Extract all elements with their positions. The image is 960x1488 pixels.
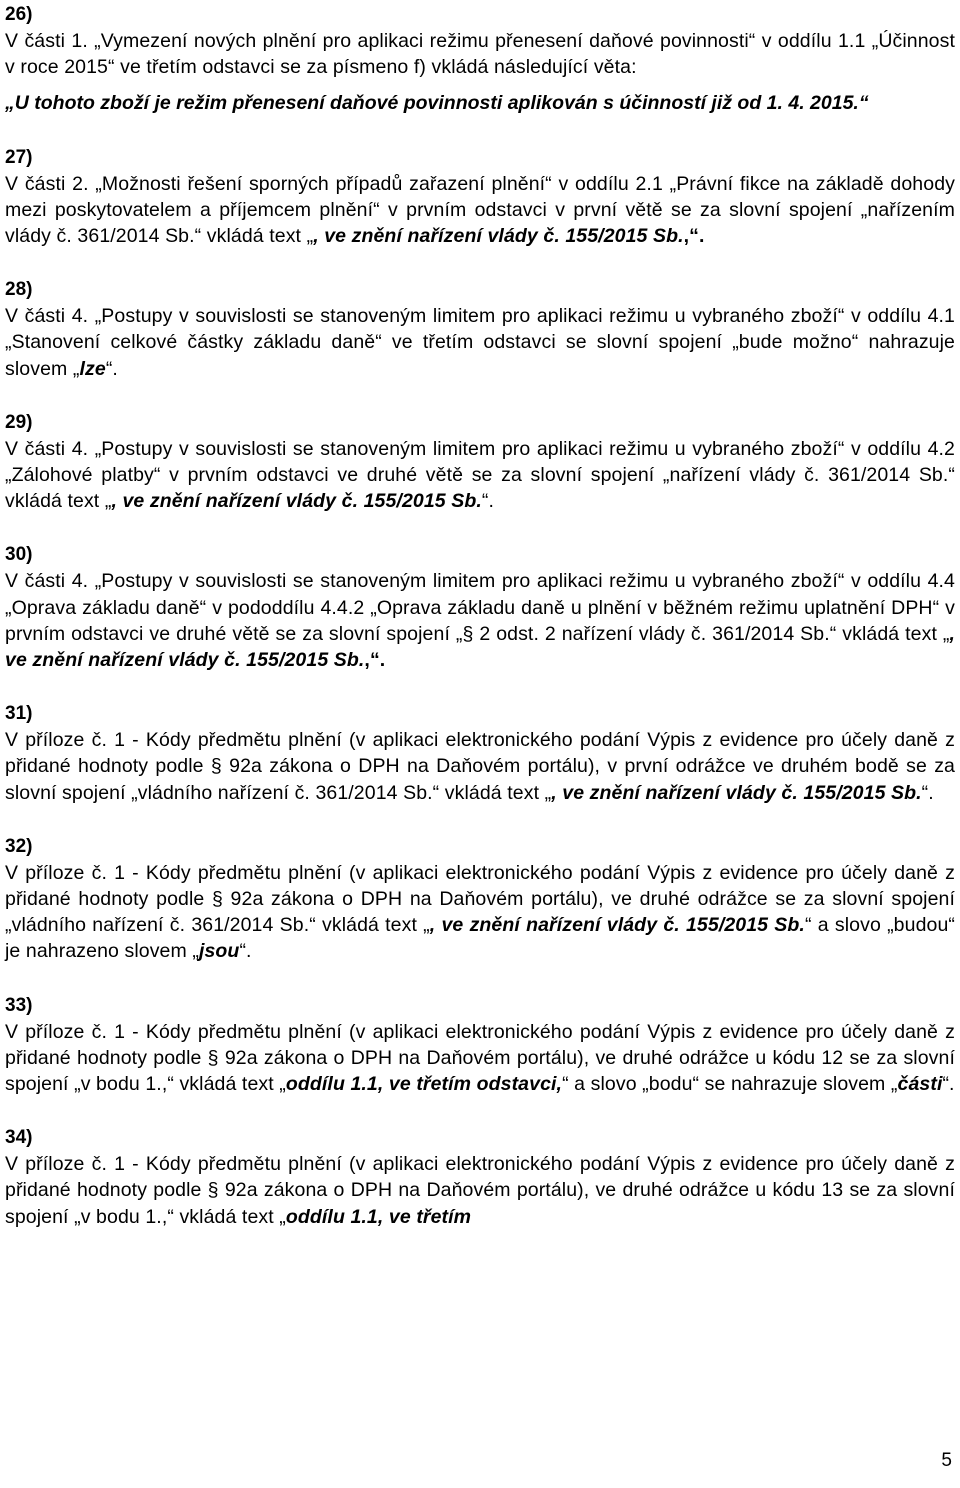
amendment-number: 28) xyxy=(5,279,33,301)
amendment-item xyxy=(5,410,955,515)
emphasized-text-segment: ,“. xyxy=(364,649,386,672)
document-page xyxy=(5,2,955,1258)
amendment-number: 32) xyxy=(5,835,33,857)
amendment-item xyxy=(5,834,955,965)
amendment-item xyxy=(5,542,955,673)
text-segment: V příloze č. 1 - Kódy předmětu plnění (v aplikaci elektronického podání Výpis z evidence pro účely daně z přidané hodnoty podle § 92a zákona o DPH na Daňovém portálu), ve druhé odrážce se za slovní spojení „vládního nařízení č. 361/2014 Sb.“ vkládá text „ xyxy=(5,861,955,937)
amendment-text xyxy=(5,860,955,965)
amendment-number: 27) xyxy=(5,146,33,168)
amendment-text xyxy=(5,171,955,250)
inserted-sentence: „U tohoto zboží je režim přenesení daňové povinnosti aplikován s účinností již od 1. 4. 2015.“ xyxy=(5,92,869,115)
emphasized-text-segment: jsou xyxy=(198,940,240,963)
amendment-item xyxy=(5,2,955,117)
text-segment: V části 4. „Postupy v souvislosti se stanoveným limitem pro aplikaci režimu u vybraného zboží“ v oddílu 4.2 „Zálohové platby“ v prvním odstavci ve druhé větě se za slovní spojení „nařízení vlády č. 361/2014 Sb.“ vkládá text „ xyxy=(5,437,955,513)
amendment-item xyxy=(5,1125,955,1230)
amendment-text xyxy=(5,568,955,673)
amendment-item xyxy=(5,277,955,382)
text-segment: “. xyxy=(942,1073,955,1096)
text-segment: V části 2. „Možnosti řešení sporných případů zařazení plnění“ v oddílu 2.1 „Právní fikce na základě dohody mezi poskytovatelem a příjemcem plnění“ v prvním odstavci v první větě se za slovní spojení „nařízením vlády č. 361/2014 Sb.“ vkládá text „ xyxy=(5,172,955,248)
amendment-text xyxy=(5,727,955,806)
amendment-text xyxy=(5,1019,955,1098)
amendment-number: 26) xyxy=(5,4,33,25)
text-segment: V příloze č. 1 - Kódy předmětu plnění (v aplikaci elektronického podání Výpis z evidence pro účely daně z přidané hodnoty podle § 92a zákona o DPH na Daňovém portálu), v první odrážce ve druhém bodě se za slovní spojení „vládního nařízení č. 361/2014 Sb.“ vkládá text „ xyxy=(5,729,955,804)
emphasized-text-segment: , ve znění nařízení vlády č. 155/2015 Sb. xyxy=(551,781,922,804)
text-segment: “. xyxy=(239,940,252,963)
text-segment: “. xyxy=(105,357,118,380)
amendment-text xyxy=(5,1151,955,1230)
amendment-item xyxy=(5,145,955,250)
amendment-number: 31) xyxy=(5,703,33,725)
amendment-text xyxy=(5,436,955,515)
text-segment: V příloze č. 1 - Kódy předmětu plnění (v aplikaci elektronického podání Výpis z evidence pro účely daně z přidané hodnoty podle § 92a zákona o DPH na Daňovém portálu), ve druhé odrážce u kódu 13 se za slovní spojení „v bodu 1.,“ vkládá text „ xyxy=(5,1153,955,1228)
emphasized-text-segment: oddílu 1.1, ve třetím xyxy=(285,1205,472,1228)
amendment-number: 29) xyxy=(5,411,33,433)
emphasized-text-segment: , ve znění nařízení vlády č. 155/2015 Sb. xyxy=(313,225,684,248)
amendment-item xyxy=(5,993,955,1098)
emphasized-text-segment: lze xyxy=(79,357,106,380)
text-segment: “ a slovo „bodu“ se nahrazuje slovem „ xyxy=(562,1073,898,1096)
text-segment: V příloze č. 1 - Kódy předmětu plnění (v aplikaci elektronického podání Výpis z evidence pro účely daně z přidané hodnoty podle § 92a zákona o DPH na Daňovém portálu), ve druhé odrážce u kódu 12 se za slovní spojení „v bodu 1.,“ vkládá text „ xyxy=(5,1020,955,1096)
text-segment: “. xyxy=(921,781,934,804)
amendment-text xyxy=(5,28,955,80)
emphasized-text-segment: , ve znění nařízení vlády č. 155/2015 Sb. xyxy=(111,490,482,513)
text-segment: “ a slovo „budou“ je nahrazeno slovem „ xyxy=(5,914,956,963)
text-segment: V části 1. „Vymezení nových plnění pro aplikaci režimu přenesení daňové povinnosti“ v oddílu 1.1 „Účinnost v roce 2015“ ve třetím odstavci se za písmeno f) vkládá následující věta: xyxy=(5,30,955,79)
emphasized-text-segment: , ve znění nařízení vlády č. 155/2015 Sb. xyxy=(5,622,955,672)
amendment-text xyxy=(5,303,955,382)
emphasized-text-segment: , ve znění nařízení vlády č. 155/2015 Sb. xyxy=(429,914,805,937)
text-segment: V části 4. „Postupy v souvislosti se stanoveným limitem pro aplikaci režimu u vybraného zboží“ v oddílu 4.1 „Stanovení celkové částky základu daně“ ve třetím odstavci se slovní spojení „bude možno“ nahrazuje slovem „ xyxy=(5,305,955,380)
emphasized-text-segment: části xyxy=(897,1073,943,1096)
emphasized-text-segment: oddílu 1.1, ve třetím odstavci, xyxy=(285,1073,563,1096)
amendment-number: 33) xyxy=(5,994,33,1016)
amendment-number: 34) xyxy=(5,1127,33,1149)
text-segment: “. xyxy=(481,490,495,513)
page-number: 5 xyxy=(941,1450,952,1471)
amendment-number: 30) xyxy=(5,544,33,566)
emphasized-text-segment: ,“. xyxy=(683,225,705,248)
amendment-item xyxy=(5,701,955,806)
text-segment: V části 4. „Postupy v souvislosti se stanoveným limitem pro aplikaci režimu u vybraného zboží“ v oddílu 4.4 „Oprava základu daně“ v pododdílu 4.4.2 „Oprava základu daně u plnění v běžném režimu uplatnění DPH“ v prvním odstavci ve druhé větě se za slovní spojení „§ 2 odst. 2 nařízení vlády č. 361/2014 Sb.“ vkládá text „ xyxy=(5,570,955,645)
